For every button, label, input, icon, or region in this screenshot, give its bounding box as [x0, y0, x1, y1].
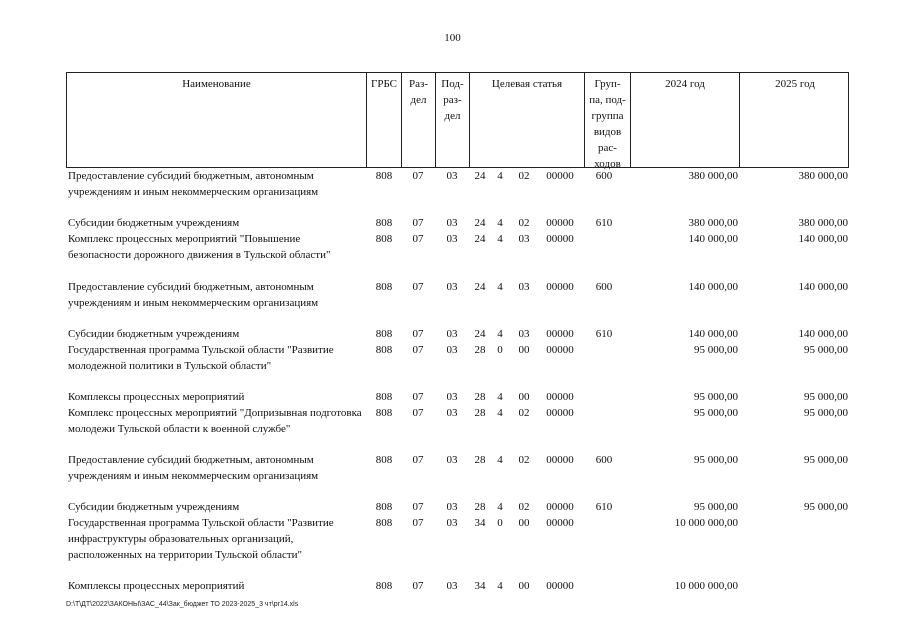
cell-t2: 4	[497, 217, 503, 229]
cell-grp: 610	[595, 217, 613, 229]
cell-grbs: 808	[375, 328, 393, 340]
cell-y25: 95 000,00	[804, 454, 848, 466]
cell-t4: 00000	[546, 344, 574, 356]
cell-y24: 95 000,00	[694, 407, 738, 419]
cell-podr: 03	[446, 344, 458, 356]
cell-t4: 00000	[546, 517, 574, 529]
table-row	[66, 231, 849, 279]
cell-y24: 10 000 000,00	[674, 580, 738, 592]
cell-razd: 07	[412, 328, 424, 340]
cell-y25: 140 000,00	[798, 281, 848, 293]
cell-grp: 610	[595, 328, 613, 340]
cell-y25: 140 000,00	[798, 328, 848, 340]
cell-t1: 24	[474, 281, 486, 293]
table-row	[66, 215, 849, 231]
table-row	[66, 326, 849, 342]
cell-t2: 4	[497, 407, 503, 419]
cell-t3: 03	[518, 328, 530, 340]
cell-name: Предоставление субсидий бюджетным, автономным учреждениям и иным некоммерческим организациям	[68, 454, 319, 482]
file-path-footer: D:\Т\ДТ\2022\ЗАКОНЫ\ЗАС_44\Зак_бюджет ТО 2023-2025_3 чт\pr14.xls	[66, 601, 299, 608]
cell-grbs: 808	[375, 454, 393, 466]
cell-y25: 95 000,00	[804, 344, 848, 356]
cell-podr: 03	[446, 454, 458, 466]
cell-t4: 00000	[546, 233, 574, 245]
cell-y25: 95 000,00	[804, 501, 848, 513]
table-row	[66, 279, 849, 326]
cell-grbs: 808	[375, 391, 393, 403]
cell-name: Субсидии бюджетным учреждениям	[68, 328, 240, 340]
table-row	[66, 342, 849, 389]
cell-razd: 07	[412, 217, 424, 229]
cell-y24: 140 000,00	[688, 328, 738, 340]
cell-razd: 07	[412, 454, 424, 466]
cell-podr: 03	[446, 517, 458, 529]
cell-t1: 34	[474, 517, 486, 529]
cell-name: Комплекс процессных мероприятий "Повышение безопасности дорожного движения в Тульской области"	[68, 233, 331, 261]
cell-y25: 380 000,00	[798, 170, 848, 182]
cell-t3: 02	[518, 407, 530, 419]
cell-razd: 07	[412, 233, 424, 245]
header-podrazdel: Под- раз- дел	[436, 73, 470, 167]
cell-t3: 00	[518, 517, 530, 529]
cell-grp: 600	[595, 170, 613, 182]
cell-t2: 0	[497, 517, 503, 529]
budget-table	[66, 72, 849, 594]
cell-grp: 600	[595, 281, 613, 293]
cell-t2: 4	[497, 170, 503, 182]
cell-name: Государственная программа Тульской области "Развитие молодежной политики в Тульской области"	[68, 344, 334, 372]
cell-name: Субсидии бюджетным учреждениям	[68, 501, 240, 513]
cell-grp: 610	[595, 501, 613, 513]
cell-razd: 07	[412, 407, 424, 419]
cell-grbs: 808	[375, 517, 393, 529]
cell-grbs: 808	[375, 217, 393, 229]
cell-razd: 07	[412, 580, 424, 592]
cell-podr: 03	[446, 407, 458, 419]
cell-razd: 07	[412, 344, 424, 356]
cell-grbs: 808	[375, 501, 393, 513]
cell-podr: 03	[446, 328, 458, 340]
cell-t4: 00000	[546, 580, 574, 592]
table-row	[66, 168, 849, 215]
cell-razd: 07	[412, 517, 424, 529]
cell-t1: 24	[474, 328, 486, 340]
cell-t2: 4	[497, 391, 503, 403]
cell-name: Комплекс процессных мероприятий "Допризывная подготовка молодежи Тульской области к военной службе"	[68, 407, 362, 435]
cell-t2: 0	[497, 344, 503, 356]
cell-grp: 600	[595, 454, 613, 466]
cell-t1: 24	[474, 217, 486, 229]
cell-t3: 02	[518, 170, 530, 182]
cell-t1: 34	[474, 580, 486, 592]
page-number: 100	[444, 32, 461, 44]
table-row	[66, 452, 849, 499]
header-group: Груп- па, под- группа видов рас- ходов	[585, 73, 631, 167]
cell-name: Государственная программа Тульской области "Развитие инфраструктуры образовательных организаций, расположенных на территории Тульской области"	[68, 517, 334, 561]
table-row	[66, 389, 849, 405]
cell-t3: 00	[518, 580, 530, 592]
cell-razd: 07	[412, 170, 424, 182]
cell-t3: 02	[518, 454, 530, 466]
cell-name: Комплексы процессных мероприятий	[68, 580, 245, 592]
cell-t3: 00	[518, 391, 530, 403]
cell-t3: 02	[518, 217, 530, 229]
cell-t4: 00000	[546, 328, 574, 340]
cell-y24: 95 000,00	[694, 391, 738, 403]
cell-razd: 07	[412, 391, 424, 403]
table-header	[66, 72, 849, 168]
cell-grbs: 808	[375, 233, 393, 245]
cell-y24: 95 000,00	[694, 344, 738, 356]
cell-podr: 03	[446, 501, 458, 513]
cell-grbs: 808	[375, 170, 393, 182]
cell-podr: 03	[446, 217, 458, 229]
header-razdel: Раз- дел	[402, 73, 436, 167]
cell-t1: 28	[474, 454, 486, 466]
cell-y24: 140 000,00	[688, 281, 738, 293]
cell-t1: 28	[474, 391, 486, 403]
cell-grbs: 808	[375, 407, 393, 419]
table-row	[66, 405, 849, 452]
table-row	[66, 499, 849, 515]
header-name: Наименование	[67, 73, 367, 167]
cell-t1: 28	[474, 501, 486, 513]
cell-t2: 4	[497, 454, 503, 466]
cell-t3: 03	[518, 281, 530, 293]
cell-name: Предоставление субсидий бюджетным, автономным учреждениям и иным некоммерческим организациям	[68, 281, 319, 309]
cell-y24: 10 000 000,00	[674, 517, 738, 529]
cell-t1: 24	[474, 233, 486, 245]
cell-t3: 00	[518, 344, 530, 356]
cell-podr: 03	[446, 170, 458, 182]
cell-podr: 03	[446, 233, 458, 245]
cell-t4: 00000	[546, 501, 574, 513]
cell-razd: 07	[412, 281, 424, 293]
cell-t4: 00000	[546, 281, 574, 293]
cell-t4: 00000	[546, 407, 574, 419]
table-body	[66, 168, 849, 594]
cell-name: Субсидии бюджетным учреждениям	[68, 217, 240, 229]
cell-podr: 03	[446, 391, 458, 403]
cell-y25: 95 000,00	[804, 391, 848, 403]
header-grbs: ГРБС	[367, 73, 402, 167]
cell-t4: 00000	[546, 170, 574, 182]
cell-podr: 03	[446, 281, 458, 293]
cell-t2: 4	[497, 328, 503, 340]
table-row	[66, 578, 849, 594]
cell-t4: 00000	[546, 391, 574, 403]
cell-y24: 380 000,00	[688, 170, 738, 182]
cell-grbs: 808	[375, 281, 393, 293]
cell-y25: 380 000,00	[798, 217, 848, 229]
cell-t2: 4	[497, 233, 503, 245]
cell-t2: 4	[497, 281, 503, 293]
header-2024: 2024 год	[631, 73, 740, 167]
cell-grbs: 808	[375, 580, 393, 592]
cell-y25: 140 000,00	[798, 233, 848, 245]
cell-name: Комплексы процессных мероприятий	[68, 391, 245, 403]
cell-t1: 24	[474, 170, 486, 182]
cell-y24: 380 000,00	[688, 217, 738, 229]
cell-podr: 03	[446, 580, 458, 592]
cell-y24: 140 000,00	[688, 233, 738, 245]
cell-t1: 28	[474, 407, 486, 419]
cell-y24: 95 000,00	[694, 454, 738, 466]
table-row	[66, 515, 849, 578]
cell-y24: 95 000,00	[694, 501, 738, 513]
cell-y25: 95 000,00	[804, 407, 848, 419]
cell-t3: 02	[518, 501, 530, 513]
header-target: Целевая статья	[470, 73, 585, 167]
cell-t2: 4	[497, 501, 503, 513]
cell-t2: 4	[497, 580, 503, 592]
cell-name: Предоставление субсидий бюджетным, автономным учреждениям и иным некоммерческим организациям	[68, 170, 319, 198]
cell-grbs: 808	[375, 344, 393, 356]
cell-t4: 00000	[546, 454, 574, 466]
cell-t1: 28	[474, 344, 486, 356]
cell-razd: 07	[412, 501, 424, 513]
cell-t3: 03	[518, 233, 530, 245]
header-2025: 2025 год	[775, 78, 815, 90]
cell-t4: 00000	[546, 217, 574, 229]
